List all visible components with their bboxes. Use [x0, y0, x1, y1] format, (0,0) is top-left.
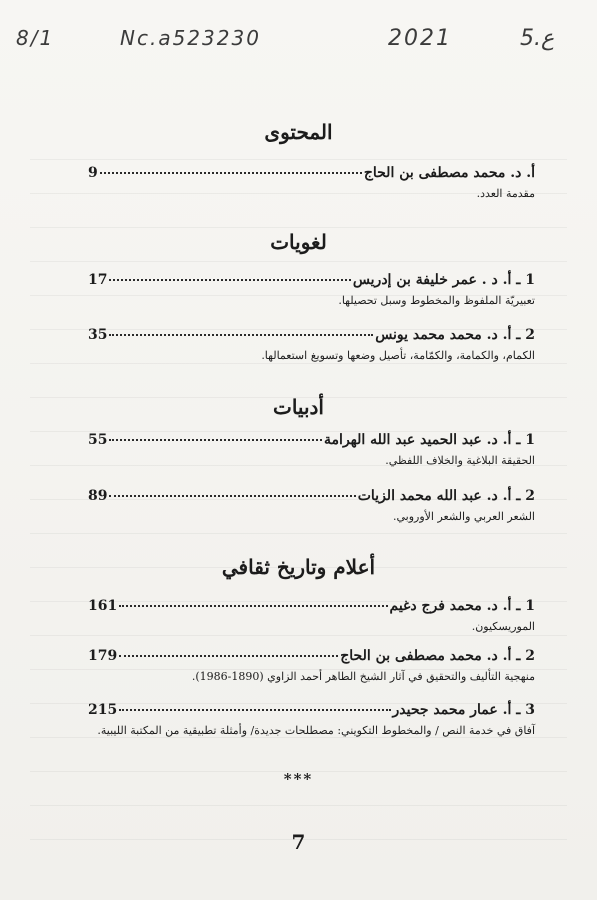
- entry-author: 1 ـ أ. د. عبد الحميد عبد الله الهرامة: [324, 432, 535, 448]
- section-title-linguistics: لغويات: [270, 230, 327, 254]
- toc-entry[interactable]: [88, 327, 535, 362]
- section-title-contents: المحتوى: [264, 120, 333, 144]
- section-title-literature: أدبيات: [273, 395, 324, 419]
- toc-entry[interactable]: [88, 488, 535, 523]
- dot-leader: [100, 172, 362, 174]
- handwritten-number: 5.ع: [520, 26, 555, 51]
- dot-leader: [109, 279, 350, 281]
- toc-entry[interactable]: [88, 598, 535, 633]
- entry-author: 1 ـ أ. د. محمد فرج دغيم: [389, 598, 535, 614]
- entry-author: 3 ـ أ. عمار محمد جحيدر: [392, 702, 535, 718]
- dot-leader: [119, 709, 390, 711]
- entry-description: الموريسكيون.: [471, 620, 535, 633]
- entry-author: 2 ـ أ. د. محمد مصطفى بن الحاج: [340, 648, 535, 664]
- entry-page: 9: [88, 165, 98, 181]
- toc-entry[interactable]: [88, 702, 535, 737]
- entry-author: أ. د. محمد مصطفى بن الحاج: [363, 165, 535, 181]
- entry-description: منهجية التأليف والتحقيق في آثار الشيخ الطاهر أحمد الزاوي (1890-1986).: [191, 670, 535, 683]
- entry-description: تعبيريّة الملفوظ والمخطوط وسبل تحصيلها.: [338, 294, 535, 307]
- handwritten-mark: 8/1: [16, 26, 55, 50]
- entry-description: مقدمة العدد.: [476, 187, 535, 200]
- dot-leader: [109, 334, 373, 336]
- entry-description: الكمام، والكمامة، والكمّامة، تأصيل وضعها وتسويغ استعمالها.: [261, 349, 535, 362]
- handwritten-year: 2021: [388, 26, 452, 51]
- entry-author: 1 ـ أ. د . عمر خليفة بن إدريس: [352, 272, 535, 288]
- section-title-figures-history: أعلام وتاريخ ثقافي: [221, 555, 376, 579]
- entry-page: 35: [88, 327, 108, 343]
- toc-entry[interactable]: [88, 432, 535, 467]
- toc-entry[interactable]: [88, 272, 535, 307]
- dot-leader: [119, 605, 387, 607]
- entry-description: الشعر العربي والشعر الأوروبي.: [392, 510, 535, 523]
- handwritten-code: Nc.a523230: [120, 26, 261, 50]
- entry-description: آفاق في خدمة النص / والمخطوط التكويني: مصطلحات جديدة/ وأمثلة تطبيقية من المكتبة الليبية.: [97, 724, 535, 737]
- toc-entry[interactable]: [88, 648, 535, 683]
- entry-author: 2 ـ أ. د. عبد الله محمد الزيات: [357, 488, 535, 504]
- entry-page: 89: [88, 488, 108, 504]
- entry-page: 215: [88, 702, 118, 718]
- toc-entry[interactable]: [88, 165, 535, 200]
- dot-leader: [109, 439, 322, 441]
- entry-page: 55: [88, 432, 108, 448]
- entry-page: 17: [88, 272, 108, 288]
- entry-page: 179: [88, 648, 118, 664]
- section-separator: ***: [283, 770, 314, 788]
- dot-leader: [109, 495, 355, 497]
- page-number: 7: [291, 830, 306, 854]
- entry-description: الحقيقة البلاغية والخلاف اللفظي.: [385, 454, 535, 467]
- dot-leader: [119, 655, 338, 657]
- entry-author: 2 ـ أ. د. محمد محمد يونس: [375, 327, 535, 343]
- entry-page: 161: [88, 598, 118, 614]
